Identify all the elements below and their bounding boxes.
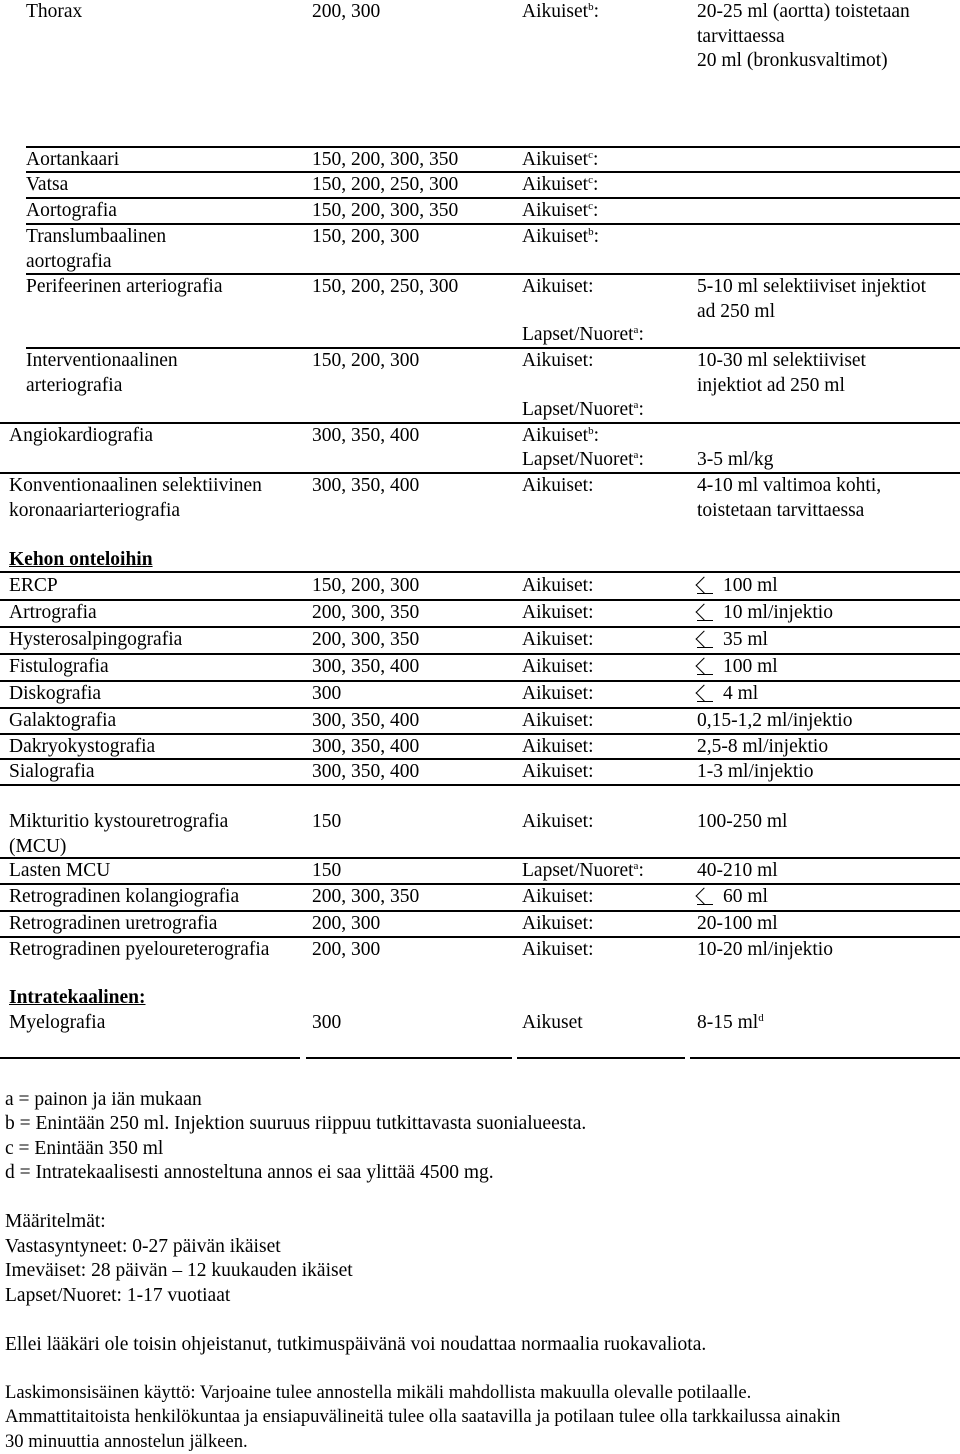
usage-note-line: 30 minuuttia annostelun jälkeen.	[5, 1431, 248, 1452]
exam-name: Konventionaalinen selektiivinen koronaariarteriografia	[9, 475, 262, 521]
less-or-equal-icon	[697, 631, 713, 647]
dose: 3-5 ml/kg	[697, 449, 774, 470]
patient-group: Aikuiset:	[522, 602, 594, 623]
concentration: 200, 300	[312, 913, 381, 934]
dose: 8-15 $ml^d$	[697, 1012, 764, 1033]
footnote: b = Enintään 250 ml. Injektion suuruus riippuu tutkittavasta suonialueesta.	[5, 1113, 587, 1134]
diet-note: Ellei lääkäri ole toisin ohjeistanut, tutkimuspäivänä voi noudattaa normaalia ruokavaliota.	[5, 1334, 707, 1355]
less-or-equal-icon	[697, 658, 713, 674]
concentration: 300, 350, 400	[312, 761, 420, 782]
divider	[26, 171, 960, 173]
patient-group: Aikuiset:	[522, 886, 594, 907]
concentration: 300, 350, 400	[312, 425, 420, 446]
dose: 100 ml	[697, 574, 778, 599]
patient-group: Aikuiset:	[522, 575, 594, 596]
dose: 35 ml	[697, 628, 768, 653]
dose: 10-20 ml/injektio	[697, 939, 833, 960]
divider	[0, 680, 960, 682]
exam-name: Translumbaalinen aortografia	[26, 226, 167, 272]
patient-group: Lapset/Nuoret$^a$:	[522, 399, 644, 420]
concentration: 200, 300, 350	[312, 629, 420, 650]
definitions-title: Määritelmät:	[5, 1211, 106, 1232]
divider	[0, 784, 960, 786]
exam-name: Myelografia	[9, 1012, 106, 1033]
dose: 60 ml	[697, 885, 768, 910]
patient-group: Lapset/Nuoret$^a$:	[522, 860, 644, 881]
footnote: c = Enintään 350 ml	[5, 1138, 164, 1159]
patient-group: Aikuiset$^c$:	[522, 149, 599, 170]
concentration: 200, 300, 350	[312, 886, 420, 907]
patient-group: Aikuiset:	[522, 761, 594, 782]
concentration: 150, 200, 300, 350	[312, 149, 459, 170]
section-title: Kehon onteloihin	[9, 549, 153, 570]
patient-group: Aikuset	[522, 1012, 583, 1033]
concentration: 150, 200, 250, 300	[312, 276, 459, 297]
exam-name: Hysterosalpingografia	[9, 629, 183, 650]
concentration: 300, 350, 400	[312, 656, 420, 677]
exam-name: ERCP	[9, 575, 58, 596]
divider	[0, 571, 960, 573]
concentration: 150	[312, 860, 342, 881]
exam-name: Retrogradinen uretrografia	[9, 913, 218, 934]
dose: 100-250 ml	[697, 811, 788, 832]
definition-item: Lapset/Nuoret: 1-17 vuotiaat	[5, 1285, 231, 1306]
exam-name: Galaktografia	[9, 710, 117, 731]
exam-name: Thorax	[26, 1, 83, 22]
patient-group: Aikuiset:	[522, 913, 594, 934]
exam-name: Dakryokystografia	[9, 736, 156, 757]
concentration: 150, 200, 250, 300	[312, 174, 459, 195]
less-or-equal-icon	[697, 577, 713, 593]
divider	[690, 1057, 960, 1059]
divider	[306, 1057, 512, 1059]
footnote: d = Intratekaalisesti annosteltuna annos ei saa ylittää 4500 mg.	[5, 1162, 494, 1183]
concentration: 150, 200, 300	[312, 350, 420, 371]
patient-group: Aikuiset$^b$:	[522, 226, 600, 247]
patient-group: Aikuiset:	[522, 939, 594, 960]
exam-name: Mikturitio kystouretrografia (MCU)	[9, 811, 229, 857]
patient-group: Aikuiset$^b$:	[522, 1, 600, 22]
less-or-equal-icon	[697, 685, 713, 701]
dose: 40-210 ml	[697, 860, 778, 881]
patient-group: Lapset/Nuoret$^a$:	[522, 324, 644, 345]
concentration: 200, 300, 350	[312, 602, 420, 623]
patient-group: Aikuiset:	[522, 656, 594, 677]
dose: 4-10 ml valtimoa kohti, toistetaan tarvittaessa	[697, 475, 882, 521]
concentration: 200, 300	[312, 939, 381, 960]
concentration: 300, 350, 400	[312, 736, 420, 757]
concentration: 150	[312, 811, 342, 832]
patient-group: Aikuiset:	[522, 276, 594, 297]
exam-name: Angiokardiografia	[9, 425, 154, 446]
usage-note-line: Laskimonsisäinen käyttö: Varjoaine tulee annostella mikäli mahdollista makuulla olevalle potilaalle.	[5, 1382, 752, 1403]
exam-name: Diskografia	[9, 683, 102, 704]
divider	[0, 758, 960, 760]
concentration: 150, 200, 300	[312, 226, 420, 247]
exam-name: Fistulografia	[9, 656, 109, 677]
concentration: 150, 200, 300	[312, 575, 420, 596]
patient-group: Aikuiset$^b$:	[522, 425, 600, 446]
section-title: Intratekaalinen:	[9, 987, 146, 1008]
concentration: 300, 350, 400	[312, 475, 420, 496]
patient-group: Aikuiset:	[522, 350, 594, 371]
divider	[26, 146, 960, 148]
patient-group: Aikuiset$^c$:	[522, 200, 599, 221]
dose: 2,5-8 ml/injektio	[697, 736, 829, 757]
dose: 0,15-1,2 ml/injektio	[697, 710, 853, 731]
exam-name: Perifeerinen arteriografia	[26, 276, 223, 297]
less-or-equal-icon	[697, 888, 713, 904]
patient-group: Aikuiset:	[522, 811, 594, 832]
divider	[0, 1057, 300, 1059]
exam-name: Interventionaalinen arteriografia	[26, 350, 178, 396]
patient-group: Lapset/Nuoret$^a$:	[522, 449, 644, 470]
dose: 4 ml	[697, 682, 758, 707]
dose: 20-100 ml	[697, 913, 778, 934]
divider	[26, 197, 960, 199]
concentration: 300	[312, 683, 342, 704]
exam-name: Aortankaari	[26, 149, 120, 170]
concentration: 200, 300	[312, 1, 381, 22]
dose: 10 ml/injektio	[697, 601, 833, 626]
exam-name: Sialografia	[9, 761, 95, 782]
exam-name: Lasten MCU	[9, 860, 111, 881]
concentration: 150, 200, 300, 350	[312, 200, 459, 221]
concentration: 300	[312, 1012, 342, 1033]
exam-name: Artrografia	[9, 602, 97, 623]
footnote: a = painon ja iän mukaan	[5, 1089, 202, 1110]
dose: 1-3 ml/injektio	[697, 761, 814, 782]
dose: 20-25 ml (aortta) toistetaan tarvittaessa 20 ml (bronkusvaltimot)	[697, 1, 910, 71]
divider	[517, 1057, 685, 1059]
definition-item: Vastasyntyneet: 0-27 päivän ikäiset	[5, 1236, 281, 1257]
dose: 10-30 ml selektiiviset injektiot ad 250 ml	[697, 350, 866, 396]
patient-group: Aikuiset:	[522, 475, 594, 496]
patient-group: Aikuiset:	[522, 736, 594, 757]
divider	[0, 857, 960, 859]
exam-name: Aortografia	[26, 200, 117, 221]
dose: 5-10 ml selektiiviset injektiot ad 250 ml	[697, 276, 927, 322]
exam-name: Retrogradinen pyeloureterografia	[9, 939, 270, 960]
patient-group: Aikuiset:	[522, 683, 594, 704]
definition-item: Imeväiset: 28 päivän – 12 kuukauden ikäiset	[5, 1260, 353, 1281]
dose: 100 ml	[697, 655, 778, 680]
patient-group: Aikuiset$^c$:	[522, 174, 599, 195]
patient-group: Aikuiset:	[522, 629, 594, 650]
exam-name: Vatsa	[26, 174, 69, 195]
less-or-equal-icon	[697, 604, 713, 620]
concentration: 300, 350, 400	[312, 710, 420, 731]
divider	[0, 653, 960, 655]
exam-name: Retrogradinen kolangiografia	[9, 886, 240, 907]
usage-note-line: Ammattitaitoista henkilökuntaa ja ensiapuvälineitä tulee olla saatavilla ja potilaan tulee olla tarkkailussa ainakin	[5, 1406, 841, 1427]
patient-group: Aikuiset:	[522, 710, 594, 731]
